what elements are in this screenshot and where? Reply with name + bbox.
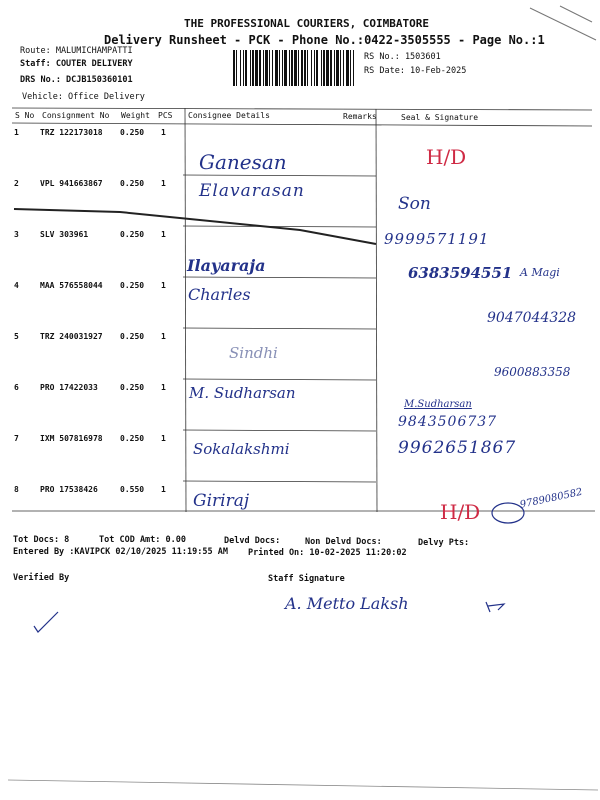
row-pcs: 1 xyxy=(161,332,166,341)
row-weight: 0.250 xyxy=(120,128,145,137)
col-consignment: Consignment No xyxy=(42,111,110,120)
row-consignment: TRZ 240031927 xyxy=(40,332,103,341)
printed-on: Printed On: 10-02-2025 11:20:02 xyxy=(248,548,407,558)
non-delvd-docs: Non Delvd Docs: xyxy=(305,537,382,547)
verified-by-label: Verified By xyxy=(13,573,70,583)
staff-text: Staff: COUTER DELIVERY xyxy=(20,59,133,69)
col-pcs: PCS xyxy=(158,111,173,120)
row-pcs: 1 xyxy=(161,230,166,239)
row-sno: 3 xyxy=(14,230,19,239)
row-pcs: 1 xyxy=(161,383,166,392)
tot-cod-amt: Tot COD Amt: 0.00 xyxy=(99,535,186,545)
row-weight: 0.250 xyxy=(120,332,145,341)
vehicle-text: Vehicle: Office Delivery xyxy=(22,92,145,102)
handwritten-phone: 9843506737 xyxy=(398,414,498,430)
row-pcs: 1 xyxy=(161,485,166,494)
rs-date: RS Date: 10-Feb-2025 xyxy=(364,66,467,76)
row-weight: 0.250 xyxy=(120,230,145,239)
handwritten-phone: 9047044328 xyxy=(487,310,577,326)
tot-docs: Tot Docs: 8 xyxy=(13,535,70,545)
handwritten-consignee: Sindhi xyxy=(229,344,278,362)
col-remarks: Remarks xyxy=(343,112,377,121)
rs-number: RS No.: 1503601 xyxy=(364,52,441,62)
staff-handwritten-signature: A. Metto Laksh xyxy=(285,594,409,613)
row-weight: 0.550 xyxy=(120,485,145,494)
entered-by: Entered By :KAVIPCK 02/10/2025 11:19:55 AM xyxy=(13,547,228,557)
handwritten-consignee: Sokalakshmi xyxy=(193,440,290,458)
row-sno: 6 xyxy=(14,383,19,392)
handwritten-phone: 9999571191 xyxy=(384,230,490,248)
delvd-docs: Delvd Docs: xyxy=(224,536,281,546)
row-sno: 7 xyxy=(14,434,19,443)
row-weight: 0.250 xyxy=(120,434,145,443)
row-sno: 1 xyxy=(14,128,19,137)
handwritten-phone: 9600883358 xyxy=(494,365,571,379)
row-pcs: 1 xyxy=(161,434,166,443)
handwritten-signature: M.Sudharsan xyxy=(404,399,472,410)
handwritten-consignee: M. Sudharsan xyxy=(189,384,296,402)
row-consignment: VPL 941663867 xyxy=(40,179,103,188)
row-sno: 8 xyxy=(14,485,19,494)
row-consignment: PRO 17538426 xyxy=(40,485,98,494)
row-consignment: IXM 507816978 xyxy=(40,434,103,443)
delvy-pts: Delvy Pts: xyxy=(418,538,470,548)
row-consignment: MAA 576558044 xyxy=(40,281,103,290)
drs-number: DRS No.: DCJB150360101 xyxy=(20,75,133,85)
handwritten-remark: H/D xyxy=(426,145,467,169)
col-signature: Seal & Signature xyxy=(401,113,479,122)
handwritten-consignee: Elavarasan xyxy=(199,181,305,201)
staff-signature-label: Staff Signature xyxy=(268,574,345,584)
row-pcs: 1 xyxy=(161,179,166,188)
handwritten-phone: 9962651867 xyxy=(398,438,517,458)
handwritten-consignee: Ilayaraja xyxy=(187,256,266,275)
row-consignment: SLV 303961 xyxy=(40,230,89,239)
route-text: Route: MALUMICHAMPATTI xyxy=(20,46,133,56)
handwritten-signature: A Magi xyxy=(520,266,560,279)
row-pcs: 1 xyxy=(161,281,166,290)
row-pcs: 1 xyxy=(161,128,166,137)
row-weight: 0.250 xyxy=(120,281,145,290)
handwritten-signature: Son xyxy=(398,194,431,214)
runsheet-title: Delivery Runsheet - PCK - Phone No.:0422-3505555 - Page No.:1 xyxy=(104,33,545,47)
col-consignee: Consignee Details xyxy=(188,111,270,120)
handwritten-consignee: Charles xyxy=(188,285,251,304)
col-weight: Weight xyxy=(121,111,150,120)
row-sno: 5 xyxy=(14,332,19,341)
company-name: THE PROFESSIONAL COURIERS, COIMBATORE xyxy=(184,17,430,30)
row-sno: 4 xyxy=(14,281,19,290)
handwritten-consignee: Giriraj xyxy=(193,491,250,511)
handwritten-phone: 6383594551 xyxy=(408,264,513,282)
row-sno: 2 xyxy=(14,179,19,188)
col-sno: S No xyxy=(15,111,35,120)
row-weight: 0.250 xyxy=(120,383,145,392)
handwritten-phone: 9789080582 xyxy=(519,486,584,511)
row-weight: 0.250 xyxy=(120,179,145,188)
handwritten-remark: H/D xyxy=(440,500,481,524)
handwritten-consignee: Ganesan xyxy=(199,150,287,174)
row-consignment: TRZ 122173018 xyxy=(40,128,103,137)
row-consignment: PRO 17422033 xyxy=(40,383,98,392)
